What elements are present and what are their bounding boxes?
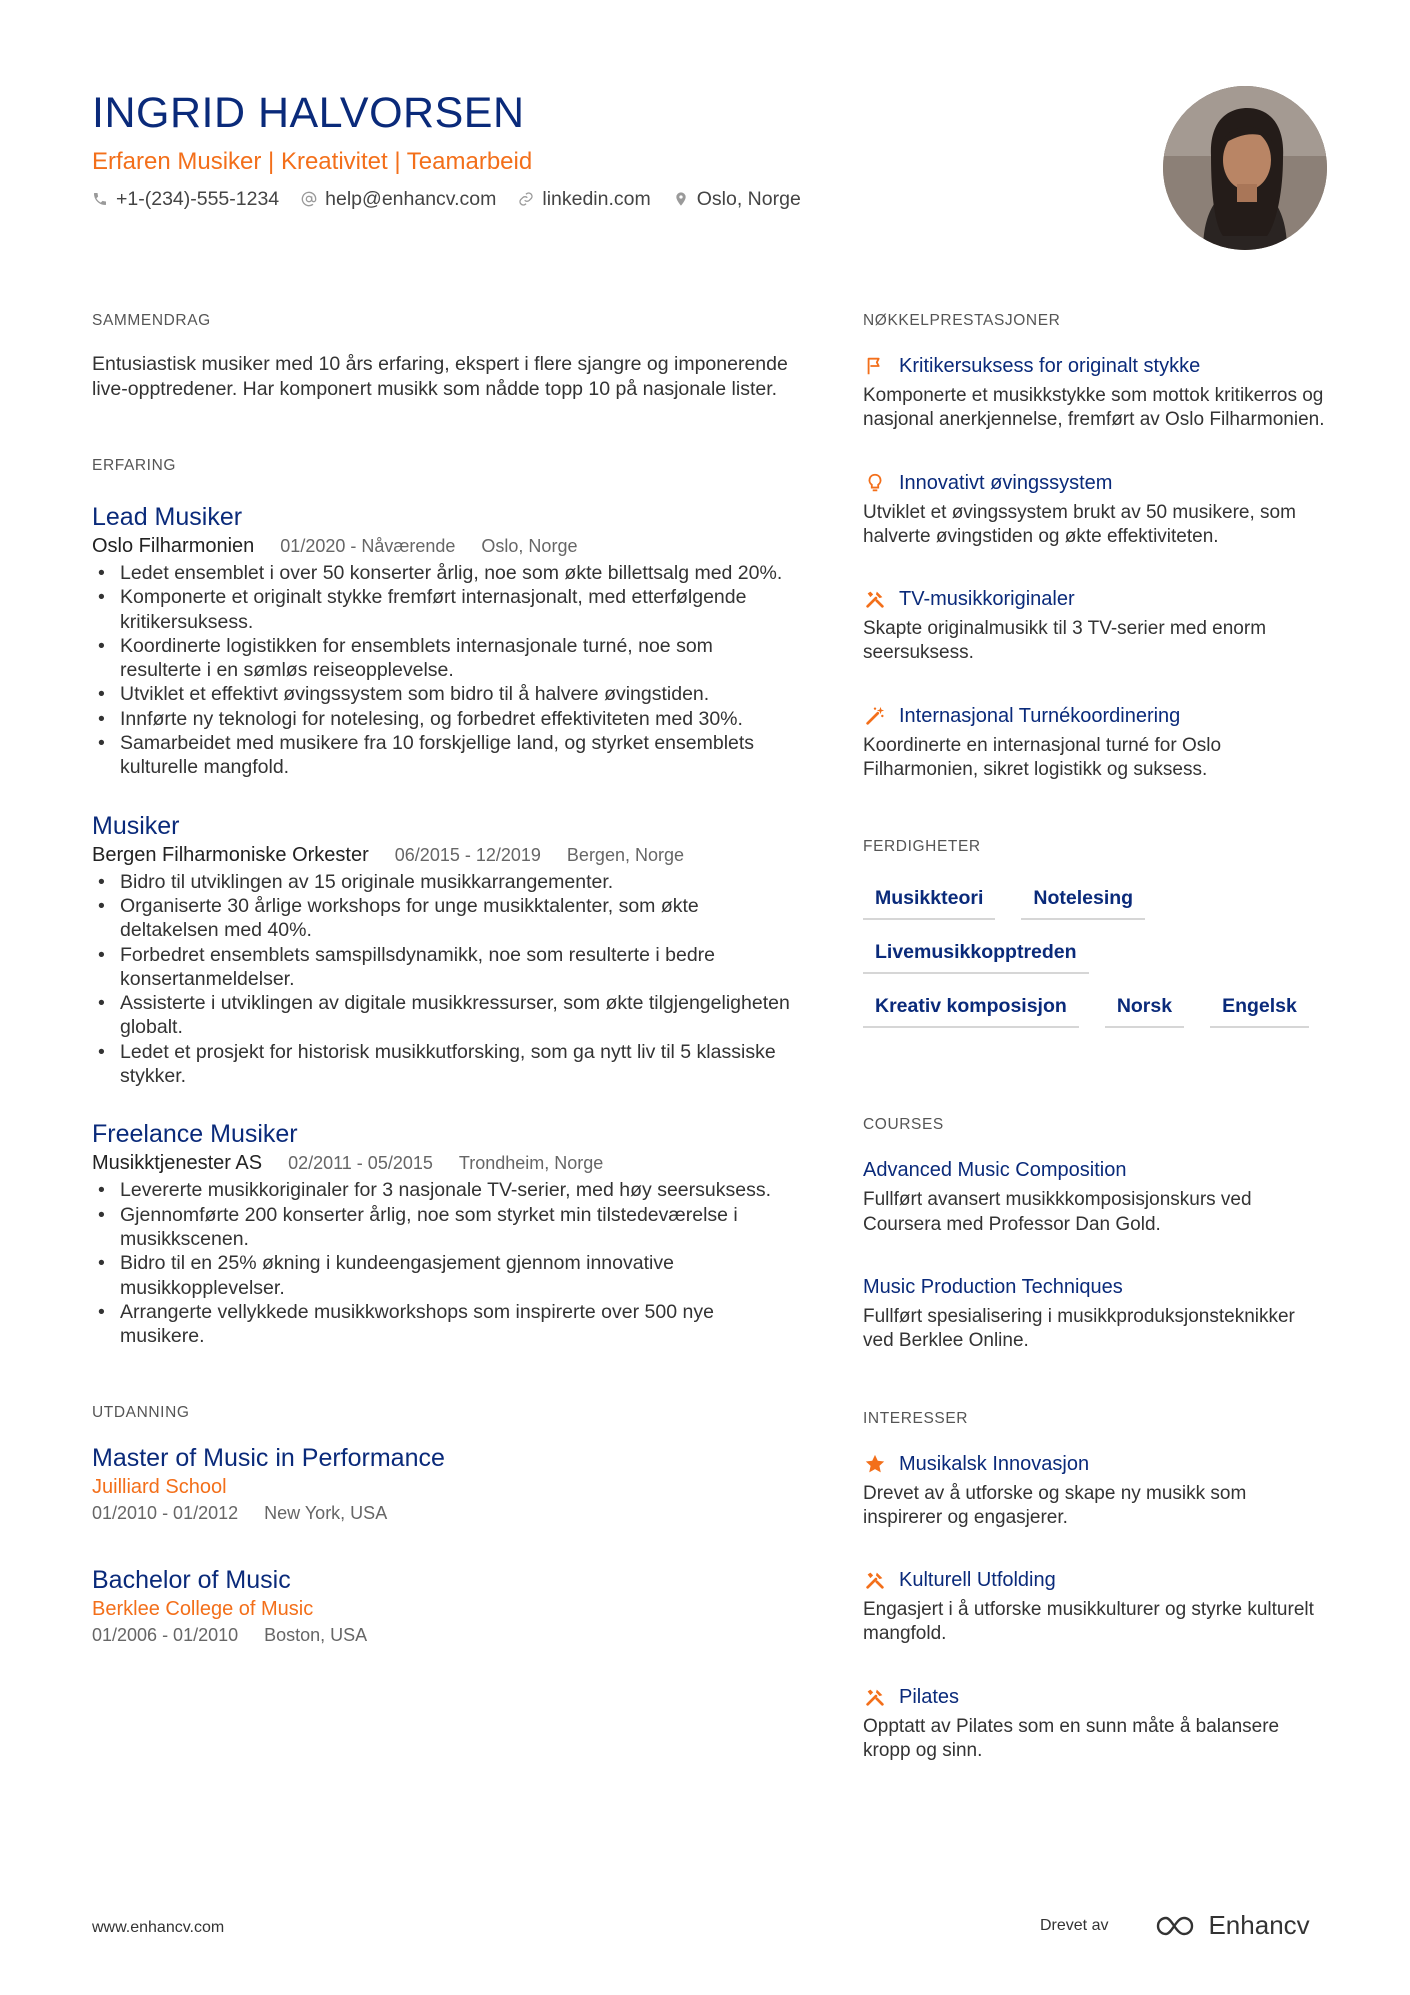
enhancv-logo-text: Enhancv — [1208, 1910, 1310, 1940]
course-title: Advanced Music Composition — [863, 1159, 1127, 1182]
achievement-desc: Komponerte et musikkstykke som mottok kritikerros og nasjonal anerkjennelse, fremført av Oslo Filharmonien. — [863, 385, 1325, 431]
job-entry — [92, 501, 792, 780]
candidate-name: INGRID HALVORSEN — [92, 89, 525, 137]
job-bullet: • Ledet ensemblet i over 50 konserter årlig, noe som økte billettsalg med 20%. — [92, 561, 792, 585]
enhancv-logo[interactable] — [1154, 1910, 1309, 1941]
course-item — [863, 1156, 1329, 1237]
footer-website[interactable]: www.enhancv.com — [92, 1919, 225, 1936]
job-bullet: • Samarbeidet med musikere fra 10 forskjellige land, og styrket ensemblets kulturelle mangfold. — [92, 731, 792, 780]
job-bullet: • Levererte musikkoriginaler for 3 nasjonale TV-serier, med høy seersuksess. — [92, 1178, 792, 1202]
education-section — [92, 1402, 792, 1648]
interests-section — [863, 1408, 1329, 1764]
summary-section — [92, 310, 792, 401]
achievement-desc: Utviklet et øvingssystem brukt av 50 musikere, som halverte øvingstiden og økte effektiviteten. — [863, 501, 1296, 547]
contact-location — [673, 184, 801, 214]
interest-title: Kulturell Utfolding — [899, 1569, 1056, 1592]
achievement-title: Internasjonal Turnékoordinering — [899, 704, 1181, 727]
summary-text: Entusiastisk musiker med 10 års erfaring, ekspert i flere sjangre og imponerende live-opptredener. Har komponert musikk som nådde topp 10 på nasjonale lister. — [92, 353, 788, 400]
courses-section — [863, 1114, 1329, 1353]
job-bullets — [92, 1178, 792, 1348]
skill-tag: Musikkteori — [863, 886, 995, 920]
achievement-title: Innovativt øvingssystem — [899, 471, 1113, 494]
job-meta — [92, 533, 792, 559]
job-date: 02/2011 - 05/2015 — [288, 1153, 433, 1174]
education-date: 01/2006 - 01/2010 — [92, 1625, 239, 1646]
location-pin-icon — [673, 191, 689, 207]
achievement-item — [863, 585, 1329, 666]
tools-icon — [863, 1685, 887, 1709]
skills-list — [863, 886, 1323, 1028]
job-bullet: • Bidro til en 25% økning i kundeengasjement gjennom innovative musikkopplevelser. — [92, 1251, 792, 1300]
job-date: 01/2020 - Nåværende — [280, 536, 456, 556]
job-company: Oslo Filharmonien — [92, 535, 255, 557]
left-column — [92, 310, 792, 1648]
magic-wand-icon — [863, 704, 887, 728]
achievement-item — [863, 702, 1329, 783]
job-title: Freelance Musiker — [92, 1120, 298, 1149]
right-column — [863, 310, 1329, 1763]
job-bullet: • Organiserte 30 årlige workshops for unge musikktalenter, som økte deltakelsen med 40%. — [92, 894, 792, 943]
flag-icon — [863, 354, 887, 378]
skill-tag: Notelesing — [1021, 886, 1145, 920]
contact-phone[interactable] — [92, 184, 279, 214]
education-school: Berklee College of Music — [92, 1598, 314, 1621]
interest-title: Pilates — [899, 1685, 960, 1708]
phone-icon — [92, 191, 108, 207]
skills-section — [863, 836, 1329, 1028]
course-desc: Fullført avansert musikkkomposisjonskurs ved Coursera med Professor Dan Gold. — [863, 1189, 1252, 1235]
summary-label: SAMMENDRAG — [92, 312, 211, 329]
job-bullet: • Assisterte i utviklingen av digitale musikkressurser, som økte tilgjengeligheten globalt. — [92, 991, 792, 1040]
linkedin-text: linkedin.com — [542, 188, 651, 210]
experience-label: ERFARING — [92, 457, 177, 474]
job-bullet: • Koordinerte logistikken for ensemblets internasjonale turné, noe som resulterte i en sømløs reiseopplevelse. — [92, 634, 792, 683]
interest-desc: Opptatt av Pilates som en sunn måte å balansere kropp og sinn. — [863, 1715, 1280, 1762]
job-entry — [92, 810, 792, 1089]
achievements-section — [863, 310, 1329, 782]
skill-tag: Livemusikkopptreden — [863, 940, 1089, 974]
job-title: Lead Musiker — [92, 503, 243, 531]
course-desc: Fullført spesialisering i musikkproduksjonsteknikker ved Berklee Online. — [863, 1305, 1295, 1352]
interests-label: INTERESSER — [863, 1409, 969, 1427]
interest-title: Musikalsk Innovasjon — [899, 1452, 1090, 1475]
star-icon — [863, 1452, 887, 1476]
enhancv-logo-icon — [1154, 1914, 1200, 1938]
education-location: Boston, USA — [264, 1625, 368, 1646]
job-bullet: • Komponerte et originalt stykke fremført internasjonalt, med etterfølgende kritikersuksess. — [92, 585, 792, 634]
achievement-title: TV-musikkoriginaler — [899, 588, 1075, 611]
link-icon — [518, 191, 534, 207]
job-location: Trondheim, Norge — [458, 1153, 604, 1174]
experience-section — [92, 455, 792, 1348]
achievement-item — [863, 352, 1329, 433]
interest-desc: Drevet av å utforske og skape ny musikk som inspirerer og engasjerer. — [863, 1482, 1247, 1528]
portrait-image — [1163, 86, 1327, 250]
course-title: Music Production Techniques — [863, 1275, 1123, 1298]
job-bullet: • Arrangerte vellykkede musikkworkshops som inspirerte over 500 nye musikere. — [92, 1300, 792, 1349]
job-entry — [92, 1118, 792, 1348]
interest-desc: Engasjert i å utforske musikkulturer og styrke kulturelt mangfold. — [863, 1599, 1314, 1645]
education-school: Juilliard School — [92, 1476, 227, 1499]
footer-branding — [1040, 1910, 1310, 1941]
candidate-title: Erfaren Musiker | Kreativitet | Teamarbeid — [92, 148, 533, 175]
skill-tag: Kreativ komposisjon — [863, 994, 1079, 1028]
lightbulb-icon — [863, 471, 887, 495]
job-meta — [92, 842, 792, 868]
profile-photo — [1163, 86, 1327, 250]
job-company: Musikktjenester AS — [92, 1152, 263, 1175]
job-bullet: • Forbedret ensemblets samspillsdynamikk, noe som resulterte i bedre konsertanmeldelser. — [92, 943, 792, 992]
course-item — [863, 1273, 1329, 1354]
contact-linkedin[interactable] — [518, 184, 650, 214]
achievements-label: NØKKELPRESTASJONER — [863, 312, 1061, 329]
job-bullet: • Gjennomførte 200 konserter årlig, noe som styrket min tilstedeværelse i musikkscenen. — [92, 1203, 792, 1252]
job-bullet: • Ledet et prosjekt for historisk musikkutforsking, som ga nytt liv til 5 klassiske stykker. — [92, 1040, 792, 1089]
education-date: 01/2010 - 01/2012 — [92, 1503, 239, 1524]
skill-tag: Engelsk — [1210, 994, 1309, 1028]
education-meta — [92, 1500, 792, 1526]
interest-item — [863, 1450, 1329, 1531]
powered-by-text: Drevet av — [1040, 1916, 1109, 1934]
education-label: UTDANNING — [92, 1404, 190, 1422]
achievement-title: Kritikersuksess for originalt stykke — [899, 355, 1201, 377]
contact-email[interactable] — [301, 184, 496, 214]
education-degree: Bachelor of Music — [92, 1566, 291, 1595]
phone-text: +1-(234)-555-1234 — [116, 188, 280, 210]
achievement-desc: Koordinerte en internasjonal turné for Oslo Filharmonien, sikret logistikk og suksess. — [863, 734, 1222, 781]
job-location: Oslo, Norge — [481, 536, 578, 556]
resume-header — [92, 84, 1142, 214]
location-text: Oslo, Norge — [696, 188, 801, 210]
job-bullet: • Bidro til utviklingen av 15 originale musikkarrangementer. — [92, 870, 792, 894]
education-entry — [92, 1564, 792, 1648]
courses-label: COURSES — [863, 1116, 944, 1134]
skill-tag: Norsk — [1105, 994, 1184, 1028]
at-icon — [301, 191, 317, 207]
skills-label: FERDIGHETER — [863, 838, 981, 856]
job-bullet: • Utviklet et effektivt øvingssystem som bidro til å halvere øvingstiden. — [92, 682, 792, 706]
interest-item — [863, 1566, 1329, 1647]
education-meta — [92, 1622, 792, 1648]
job-bullet: • Innførte ny teknologi for notelesing, og forbedret effektiviteten med 30%. — [92, 707, 792, 731]
interest-item — [863, 1683, 1329, 1764]
education-degree: Master of Music in Performance — [92, 1444, 445, 1473]
job-date: 06/2015 - 12/2019 — [394, 844, 541, 865]
achievement-item — [863, 469, 1329, 550]
job-title: Musiker — [92, 811, 180, 840]
job-bullets — [92, 870, 792, 1089]
job-location: Bergen, Norge — [566, 844, 684, 865]
email-text: help@enhancv.com — [325, 188, 497, 210]
education-entry — [92, 1442, 792, 1526]
education-location: New York, USA — [264, 1503, 388, 1524]
achievement-desc: Skapte originalmusikk til 3 TV-serier med enorm seersuksess. — [863, 618, 1267, 664]
job-bullets — [92, 561, 792, 780]
contact-row — [92, 184, 1142, 214]
job-meta — [92, 1150, 792, 1176]
tools-icon — [863, 1568, 887, 1592]
job-company: Bergen Filharmoniske Orkester — [92, 843, 369, 866]
tools-icon — [863, 587, 887, 611]
